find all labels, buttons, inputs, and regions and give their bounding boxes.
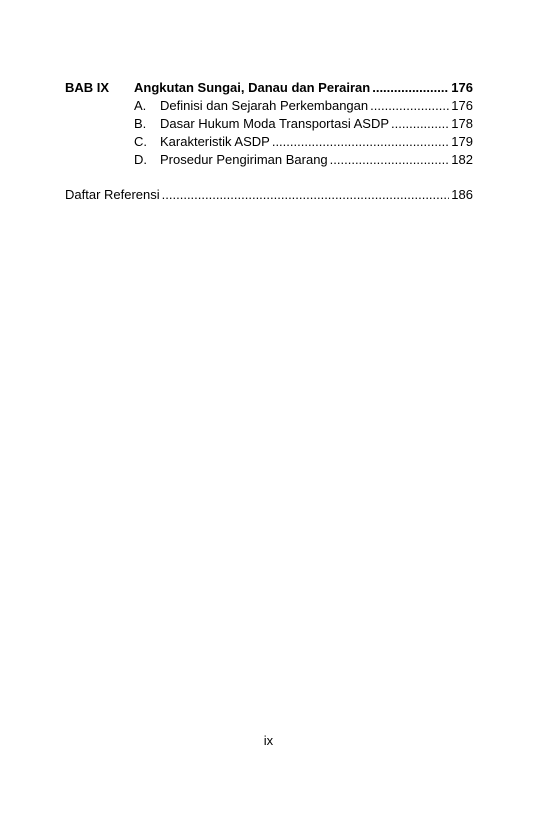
toc-references-entry[interactable]: [65, 186, 473, 204]
section-title: Definisi dan Sejarah Perkembangan: [160, 98, 369, 113]
toc-section-entry[interactable]: [134, 115, 473, 133]
section-title: Prosedur Pengiriman Barang: [160, 152, 328, 167]
references-page-number: 186: [451, 187, 473, 202]
chapter-title: Angkutan Sungai, Danau dan Perairan: [134, 80, 371, 95]
section-page-number: 176: [451, 98, 473, 113]
leader-dots: [330, 151, 450, 169]
section-letter: C.: [134, 134, 147, 149]
toc-section-entry[interactable]: [134, 133, 473, 151]
footer-page-number: ix: [263, 733, 274, 748]
section-page-number: 178: [451, 116, 473, 131]
leader-dots: [370, 97, 449, 115]
chapter-page-number: 176: [451, 80, 473, 95]
section-title: Dasar Hukum Moda Transportasi ASDP: [160, 116, 390, 131]
leader-dots: [272, 133, 449, 151]
references-title: Daftar Referensi: [65, 187, 160, 202]
leader-dots: [391, 115, 449, 133]
section-title: Karakteristik ASDP: [160, 134, 270, 149]
section-letter: B.: [134, 116, 147, 131]
toc-chapter-entry[interactable]: [65, 79, 473, 97]
toc-section-entry[interactable]: [134, 151, 473, 169]
section-letter: D.: [134, 152, 147, 167]
section-letter: A.: [134, 98, 147, 113]
section-page-number: 179: [451, 134, 473, 149]
chapter-label: BAB IX: [65, 80, 110, 95]
section-page-number: 182: [451, 152, 473, 167]
leader-dots: [162, 186, 450, 204]
leader-dots: [372, 79, 449, 97]
toc-section-entry[interactable]: [134, 97, 473, 115]
